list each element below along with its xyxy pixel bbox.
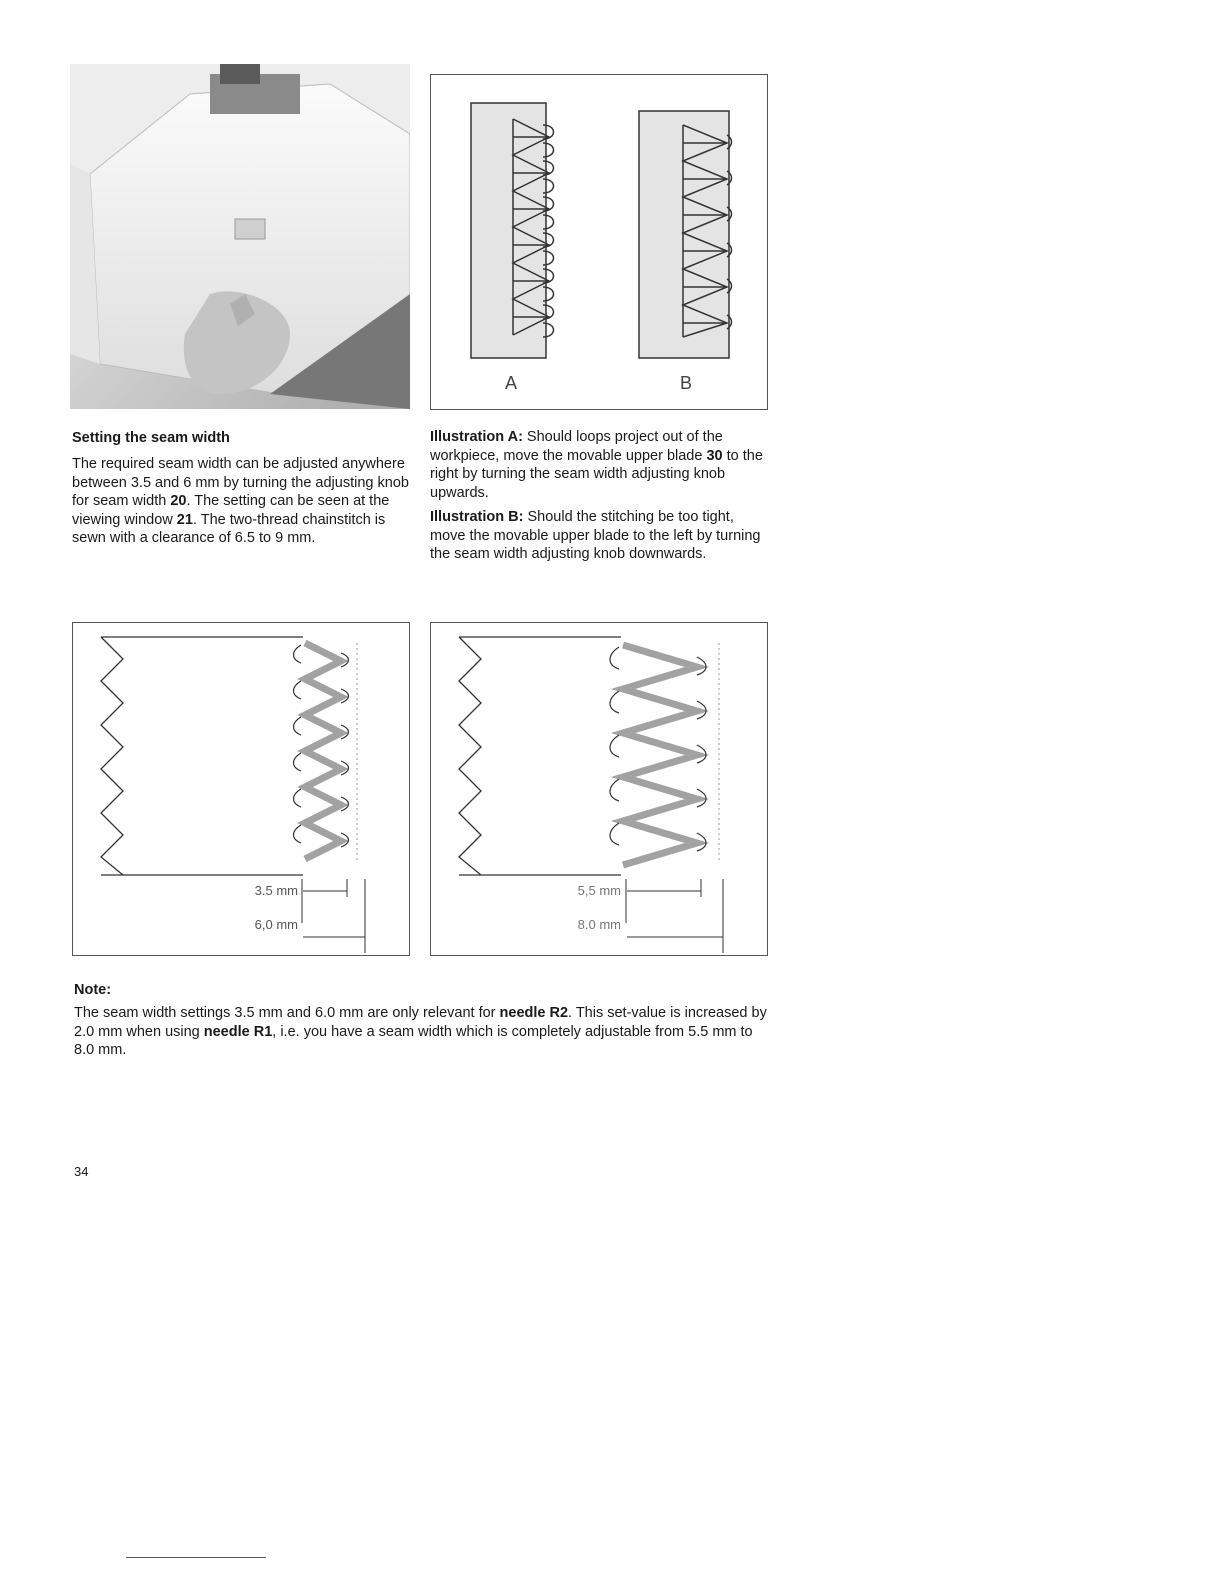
dim-3-5mm: 3.5 mm bbox=[254, 883, 298, 898]
illustration-a-lead: Illustration A: bbox=[430, 429, 523, 445]
label-a: A bbox=[504, 373, 518, 393]
seam-width-section bbox=[72, 430, 412, 548]
footer-rule bbox=[126, 1557, 266, 1558]
illustration-a-text bbox=[430, 428, 770, 502]
body-text-1: The required seam width can be adjusted anywhere between 3.5 and 6 mm by turning the adjusting knob for seam width bbox=[72, 456, 409, 509]
illustration-b-text-1: Should the stitching be too tight, move the movable upper blade to the left by turning the seam width adjusting knob downwards. bbox=[430, 509, 761, 562]
needle-r2: needle R2 bbox=[499, 1005, 569, 1021]
illustration-a-text-2: to the right by turning the seam width adjusting knob upwards. bbox=[430, 447, 763, 501]
label-b: B bbox=[679, 373, 693, 393]
page-number: 34 bbox=[74, 1164, 89, 1179]
note-text bbox=[74, 1004, 774, 1060]
dim-8-0mm: 8.0 mm bbox=[577, 917, 621, 932]
note-text-1: The seam width settings 3.5 mm and 6.0 mm are only relevant for bbox=[74, 1005, 500, 1021]
illustration-ab-drawing bbox=[431, 75, 767, 409]
illustration-ab-figure bbox=[430, 74, 768, 410]
note-title: Note: bbox=[74, 982, 112, 998]
illustration-notes bbox=[430, 428, 770, 564]
illustration-a-text-1: Should loops project out of the workpiece, move the movable upper blade bbox=[430, 429, 723, 464]
illustration-b-text bbox=[430, 508, 770, 564]
section-title: Setting the seam width bbox=[72, 430, 230, 446]
body-text-2: . The setting can be seen at the viewing window bbox=[72, 493, 390, 528]
dim-5-5mm: 5,5 mm bbox=[577, 883, 621, 898]
seam-width-r2-figure bbox=[72, 622, 410, 956]
ref-20: 20 bbox=[170, 493, 187, 509]
note-section bbox=[74, 982, 774, 1060]
dim-6-0mm: 6,0 mm bbox=[254, 917, 298, 932]
ref-21: 21 bbox=[176, 511, 193, 528]
seam-width-r1-figure bbox=[430, 622, 768, 956]
note-text-2: . This set-value is increased by 2.0 mm when using bbox=[74, 1005, 767, 1040]
illustration-b-lead: Illustration B: bbox=[430, 509, 524, 525]
ref-30: 30 bbox=[706, 447, 723, 464]
sewing-machine-photo bbox=[70, 64, 410, 409]
note-text-3: , i.e. you have a seam width which is completely adjustable from 5.5 mm to 8.0 mm. bbox=[74, 1023, 753, 1058]
body-text-3: . The two-thread chainstitch is sewn with a clearance of 6.5 to 9 mm. bbox=[72, 511, 386, 546]
needle-r1: needle R1 bbox=[203, 1023, 273, 1040]
section-body bbox=[72, 455, 412, 548]
